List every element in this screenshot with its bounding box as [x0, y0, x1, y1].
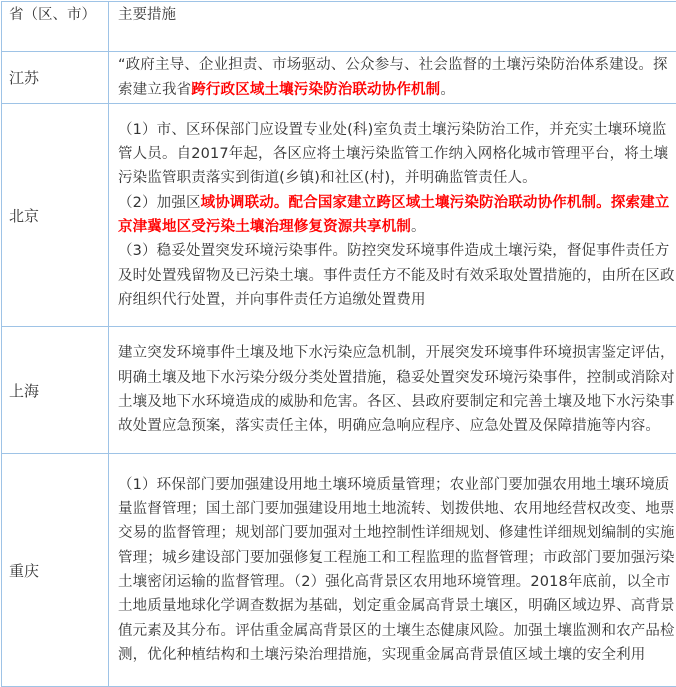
table-header-row [2, 2, 676, 52]
beijing-p2-prefix: （2）加强区 [118, 195, 201, 211]
jiangsu-text-b: 。 [440, 82, 455, 98]
beijing-paragraph-1: （1）市、区环保部门应设置专业处(科)室负责土壤污染防治工作，并充实土壤环境监管人员。自2017年起，各区应将土壤污染监管工作纳入网格化城市管理平台，将土壤污染监管职责落实到街道(乡镇)和社区(村)，并明确监管责任人。 [118, 118, 675, 191]
table-row-jiangsu [2, 52, 676, 104]
table-row-chongqing [2, 454, 676, 687]
jiangsu-highlight: 跨行政区域土壤污染防治联动协作机制 [191, 82, 440, 98]
beijing-paragraph-3: （3）稳妥处置突发环境污染事件。防控突发环境事件造成土壤污染，督促事件责任方及时处置残留物及已污染土壤。事件责任方不能及时有效采取处置措施的，由所在区政府组织代行处置，并向事件责任方追缴处置费用 [118, 239, 675, 312]
beijing-paragraph-2 [118, 191, 675, 240]
measures-beijing [109, 104, 676, 327]
header-province: 省（区、市） [2, 2, 109, 52]
table-row-shanghai [2, 327, 676, 454]
province-chongqing: 重庆 [2, 454, 109, 687]
table-row-beijing [2, 104, 676, 327]
beijing-p2-suffix: 。 [411, 219, 426, 235]
measures-shanghai: 建立突发环境事件土壤及地下水污染应急机制，开展突发环境事件环境损害鉴定评估，明确土壤及地下水污染分级分类处置措施，稳妥处置突发环境污染事件，控制或消除对土壤及地下水环境造成的威胁和危害。各区、县政府要制定和完善土壤及地下水污染事故处置应急预案，落实责任主体，明确应急响应程序、应急处置及保障措施等内容。 [109, 327, 676, 454]
beijing-highlight: 域协调联动。配合国家建立跨区域土壤污染防治联动协作机制。探索建立京津冀地区受污染土壤治理修复资源共享机制 [118, 195, 669, 235]
jiangsu-text-a: “政府主导、企业担责、市场驱动、公众参与、社会监督的土壤污染防治体系建设。探索建立我省 [118, 57, 668, 97]
measures-table [1, 1, 676, 687]
province-shanghai: 上海 [2, 327, 109, 454]
province-beijing: 北京 [2, 104, 109, 327]
measures-chongqing: （1）环保部门要加强建设用地土壤环境质量管理；农业部门要加强农用地土壤环境质量监督管理；国土部门要加强建设用地土地流转、划拨供地、农用地经营权改变、地票交易的监督管理；规划部门要加强对土地控制性详细规划、修建性详细规划编制的实施管理；城乡建设部门要加强修复工程施工和工程监理的监督管理；市政部门要加强污染土壤密闭运输的监督管理。（2）强化高背景区农用地环境管理。2018年底前，以全市土地质量地球化学调查数据为基础，划定重金属高背景土壤区，明确区域边界、高背景值元素及其分布。评估重金属高背景区的土壤生态健康风险。加强土壤监测和农产品检测，优化种植结构和土壤污染治理措施，实现重金属高背景值区域土壤的安全利用 [109, 454, 676, 687]
header-measures: 主要措施 [109, 2, 676, 52]
measures-jiangsu [109, 52, 676, 104]
province-jiangsu: 江苏 [2, 52, 109, 104]
